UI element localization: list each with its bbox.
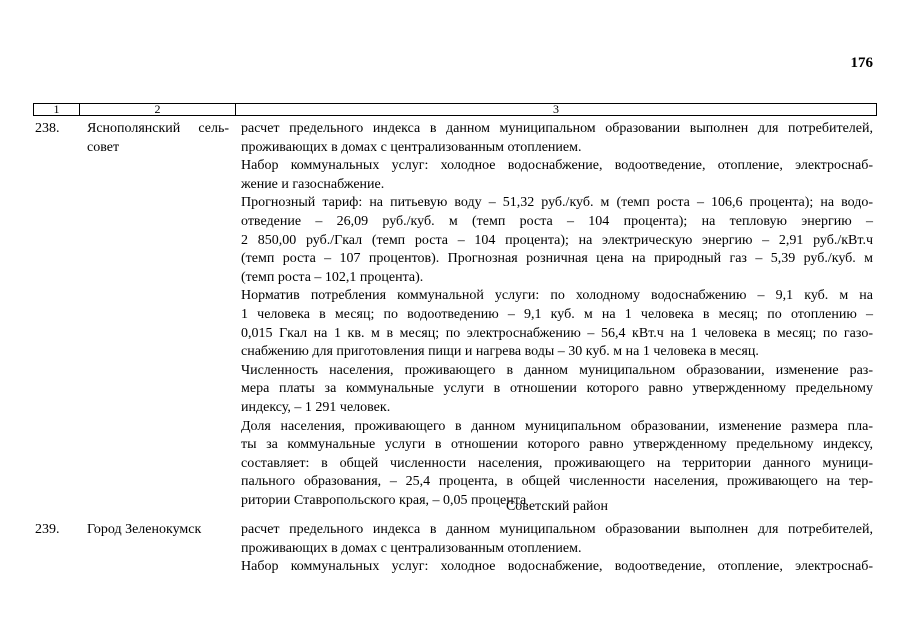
text-line: 2 850,00 руб./Гкал (темп роста – 104 процента); на электрическую энергию – 2,91 руб./кВт.ч bbox=[241, 232, 873, 248]
entry-text bbox=[241, 521, 873, 577]
text-line: Набор коммунальных услуг: холодное водоснабжение, водоотведение, отопление, электроснаб- bbox=[241, 559, 873, 575]
text-line: ритории Ставропольского края, – 0,05 процента bbox=[241, 492, 527, 508]
text-line: мера платы за коммунальные услуги в отношении которого равно утвержденному предельному bbox=[241, 381, 873, 397]
entry-name-line: Яснополянский сель- bbox=[87, 121, 229, 136]
entry-name-line: совет bbox=[87, 139, 120, 155]
paragraph bbox=[241, 521, 873, 558]
text-line: Прогнозный тариф: на питьевую воду – 51,32 руб./куб. м (темп роста – 106,6 процента); на водо- bbox=[241, 195, 873, 211]
entry-name bbox=[87, 521, 229, 540]
entry-number: 239. bbox=[35, 522, 60, 537]
paragraph bbox=[241, 558, 873, 577]
header-col-3: 3 bbox=[553, 102, 559, 116]
text-line: 0,015 Гкал на 1 кв. м в месяц; по электроснабжению – 56,4 кВт.ч на 1 человека в месяц; по газо- bbox=[241, 325, 873, 341]
paragraph bbox=[241, 120, 873, 157]
paragraph bbox=[241, 157, 873, 194]
entry-name bbox=[87, 120, 229, 157]
text-line: Доля населения, проживающего в данном муниципальном образовании, изменение размера пла- bbox=[241, 418, 873, 434]
page-number: 176 bbox=[850, 55, 873, 71]
text-line: 1 человека в месяц; по водоотведению – 9,1 куб. м на 1 человека в месяц; по отоплению – bbox=[241, 306, 873, 322]
text-line: расчет предельного индекса в данном муниципальном образовании выполнен для потребителей, bbox=[241, 522, 873, 537]
header-col-1: 1 bbox=[34, 104, 80, 115]
text-line: проживающих в домах с централизованным отоплением. bbox=[241, 139, 582, 155]
header-col-2: 2 bbox=[80, 104, 236, 115]
paragraph bbox=[241, 418, 873, 511]
text-line: Норматив потребления коммунальной услуги: по холодному водоснабжению – 9,1 куб. м на bbox=[241, 288, 873, 304]
text-line: составляет: в общей численности населения, проживающего на территории данного муници- bbox=[241, 455, 873, 471]
text-line: индексу, – 1 291 человек. bbox=[241, 399, 391, 415]
text-line: Набор коммунальных услуг: холодное водоснабжение, водоотведение, отопление, электроснаб- bbox=[241, 158, 873, 174]
paragraph bbox=[241, 362, 873, 418]
text-line: снабжению для приготовления пищи и нагрева воды – 30 куб. м на 1 человека в месяц. bbox=[241, 344, 759, 360]
text-line: пального образования, – 25,4 процента, в общей численности населения, проживающего на тер- bbox=[241, 474, 873, 490]
entry-text bbox=[241, 120, 873, 510]
text-line: ты за коммунальные услуги в отношении которого равно утвержденному предельному индексу, bbox=[241, 437, 873, 453]
section-title: Советский район bbox=[505, 499, 609, 514]
text-line: Численность населения, проживающего в данном муниципальном образовании, изменение раз- bbox=[241, 362, 873, 378]
entry-name-line: Город Зеленокумск bbox=[87, 522, 202, 537]
paragraph bbox=[241, 287, 873, 361]
text-line: проживающих в домах с централизованным отоплением. bbox=[241, 540, 582, 556]
text-line: (темп роста – 107 процентов). Прогнозная розничная цена на природный газ – 5,39 руб./куб. м bbox=[241, 251, 873, 267]
text-line: отведение – 26,09 руб./куб. м (темп роста – 104 процента); на тепловую энергию – bbox=[241, 213, 873, 229]
paragraph bbox=[241, 194, 873, 287]
text-line: (темп роста – 102,1 процента). bbox=[241, 269, 424, 285]
text-line: жение и газоснабжение. bbox=[241, 176, 385, 192]
table-header-row bbox=[33, 103, 877, 116]
text-line: расчет предельного индекса в данном муниципальном образовании выполнен для потребителей, bbox=[241, 121, 873, 136]
entry-number: 238. bbox=[35, 121, 60, 136]
